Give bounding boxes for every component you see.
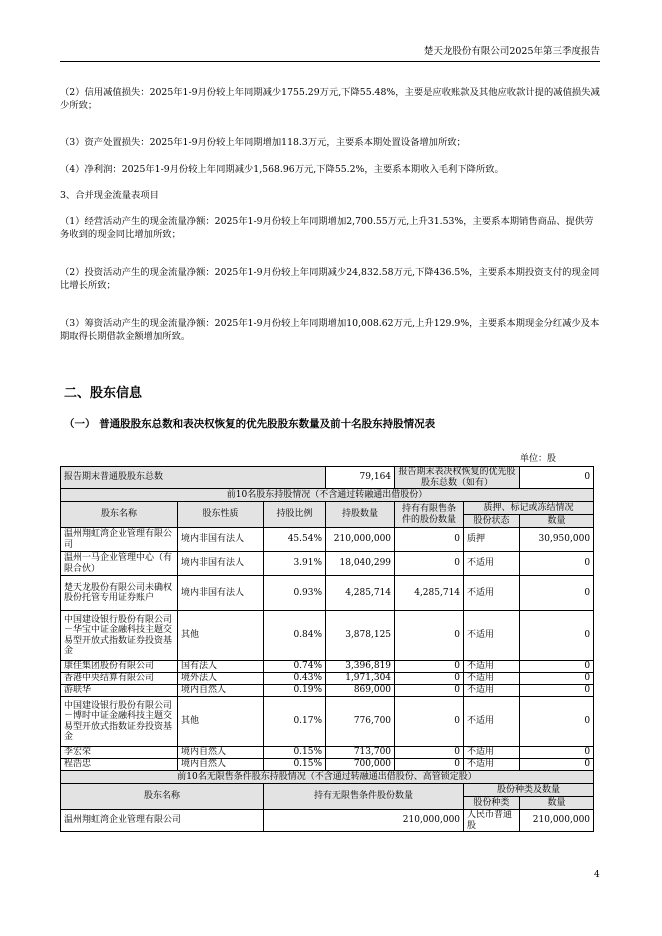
- col-unrestricted-name: 股东名称: [61, 784, 264, 810]
- unrestricted-share-type: 人民币普通股: [464, 810, 520, 832]
- col-pledge-group: 质押、标记或冻结情况: [464, 502, 594, 515]
- col-unrestricted-quantity: 持有无限售条件股份数量: [264, 784, 464, 810]
- holder-quantity: 210,000,000: [326, 528, 395, 552]
- col-restricted-shares: 持有有限售条件的股份数量: [395, 502, 464, 528]
- column-header-row: [61, 502, 594, 515]
- paragraph-cashflow-heading: 3、合并现金流量表项目: [60, 190, 159, 201]
- holder-status: 不适用: [464, 552, 520, 576]
- holder-quantity: 3,396,819: [326, 661, 395, 673]
- holder-quantity: 776,700: [326, 697, 395, 747]
- col-pledge-quantity: 数量: [520, 515, 594, 528]
- holder-status: 不适用: [464, 685, 520, 697]
- table-row: [61, 697, 594, 747]
- holder-pledged: 0: [520, 673, 594, 685]
- holder-quantity: 700,000: [326, 759, 395, 771]
- holder-nature: 境内自然人: [178, 747, 264, 759]
- holder-name: 康佳集团股份有限公司: [61, 661, 178, 673]
- table-row: [61, 685, 594, 697]
- unrestricted-header-row: [61, 784, 594, 797]
- unrestricted-holder-name: 温州翔虹湾企业管理有限公司: [61, 810, 264, 832]
- section-title: 二、股东信息: [64, 386, 143, 401]
- col-share-type-group: 股份种类及数量: [464, 784, 594, 797]
- holder-restricted: 0: [395, 661, 464, 673]
- holder-name: 温州翔虹湾企业管理有限公司: [61, 528, 178, 552]
- col-holding-ratio: 持股比例: [264, 502, 326, 528]
- holder-restricted: 0: [395, 528, 464, 552]
- holder-name: 游联华: [61, 685, 178, 697]
- holder-status: 不适用: [464, 576, 520, 611]
- unrestricted-title: 前10名无限售条件股东持股情况（不含通过转融通出借股份、高管锁定股）: [61, 771, 594, 784]
- paragraph-financing-cashflow: （3）筹资活动产生的现金流量净额：2025年1-9月份较上年同期增加10,008.62万元,上升129.9%，主要系本期现金分红减少及本期取得长期借款金额增加所致。: [60, 318, 600, 342]
- holder-nature: 其他: [178, 611, 264, 661]
- holder-quantity: 869,000: [326, 685, 395, 697]
- page-number: 4: [594, 870, 600, 880]
- holder-restricted: 4,285,714: [395, 576, 464, 611]
- holder-nature: 境内非国有法人: [178, 528, 264, 552]
- holder-name: 楚天龙股份有限公司未确权股份托管专用证券账户: [61, 576, 178, 611]
- table-row: [61, 747, 594, 759]
- holder-nature: 境内自然人: [178, 685, 264, 697]
- summary-row: [61, 467, 594, 489]
- holder-nature: 国有法人: [178, 661, 264, 673]
- holder-pledged: 0: [520, 759, 594, 771]
- holder-status: 不适用: [464, 661, 520, 673]
- holder-pledged: 0: [520, 611, 594, 661]
- holder-pledged: 0: [520, 697, 594, 747]
- table-row: [61, 552, 594, 576]
- holder-restricted: 0: [395, 759, 464, 771]
- unrestricted-holder-quantity: 210,000,000: [264, 810, 464, 832]
- holder-restricted: 0: [395, 685, 464, 697]
- holder-name: 香港中央结算有限公司: [61, 673, 178, 685]
- holder-quantity: 1,971,304: [326, 673, 395, 685]
- holder-ratio: 45.54%: [264, 528, 326, 552]
- paragraph-operating-cashflow: （1）经营活动产生的现金流量净额：2025年1-9月份较上年同期增加2,700.55万元,上升31.53%，主要系本期销售商品、提供劳务收到的现金同比增加所致；: [60, 216, 594, 240]
- holder-name: 李宏荣: [61, 747, 178, 759]
- preferred-holders-label: 报告期末表决权恢复的优先股股东总数（如有）: [395, 467, 520, 489]
- table-row: [61, 528, 594, 552]
- table-row: [61, 759, 594, 771]
- holder-restricted: 0: [395, 611, 464, 661]
- holder-restricted: 0: [395, 552, 464, 576]
- col-holding-quantity: 持股数量: [326, 502, 395, 528]
- unrestricted-title-row: [61, 771, 594, 784]
- holder-ratio: 0.15%: [264, 759, 326, 771]
- holder-nature: 境内自然人: [178, 759, 264, 771]
- holder-ratio: 3.91%: [264, 552, 326, 576]
- holder-pledged: 0: [520, 685, 594, 697]
- holder-nature: 境内非国有法人: [178, 552, 264, 576]
- page-header: [60, 45, 600, 62]
- unit-label: 单位：股: [520, 454, 557, 464]
- col-holder-name: 股东名称: [61, 502, 178, 528]
- holder-name: 温州一马企业管理中心（有限合伙）: [61, 552, 178, 576]
- holder-status: 不适用: [464, 759, 520, 771]
- col-share-amount: 数量: [520, 797, 594, 810]
- table-row: [61, 810, 594, 832]
- col-share-type: 股份种类: [464, 797, 520, 810]
- paragraph-asset-disposal: （3）资产处置损失：2025年1-9月份较上年同期增加118.3万元，主要系本期处置设备增加所致；: [60, 137, 466, 148]
- holder-status: 不适用: [464, 697, 520, 747]
- paragraph-investing-cashflow: （2）投资活动产生的现金流量净额：2025年1-9月份较上年同期减少24,832.58万元,下降436.5%，主要系本期投资支付的现金同比增长所致；: [60, 267, 600, 291]
- table-row: [61, 611, 594, 661]
- subsection-title: （一） 普通股股东总数和表决权恢复的优先股股东数量及前十名股东持股情况表: [64, 418, 436, 430]
- holder-status: 不适用: [464, 611, 520, 661]
- holder-ratio: 0.17%: [264, 697, 326, 747]
- table-row: [61, 673, 594, 685]
- holder-nature: 其他: [178, 697, 264, 747]
- holder-pledged: 0: [520, 552, 594, 576]
- holder-status: 不适用: [464, 747, 520, 759]
- holder-quantity: 713,700: [326, 747, 395, 759]
- holder-quantity: 4,285,714: [326, 576, 395, 611]
- holder-name: 中国建设银行股份有限公司－博时中证金融科技主题交易型开放式指数证券投资基金: [61, 697, 178, 747]
- top10-title-row: [61, 489, 594, 502]
- holder-pledged: 0: [520, 661, 594, 673]
- unrestricted-share-amount: 210,000,000: [520, 810, 594, 832]
- holder-ratio: 0.74%: [264, 661, 326, 673]
- holder-ratio: 0.15%: [264, 747, 326, 759]
- col-holder-nature: 股东性质: [178, 502, 264, 528]
- holder-status: 不适用: [464, 673, 520, 685]
- holder-pledged: 0: [520, 747, 594, 759]
- preferred-holders-value: 0: [520, 467, 594, 489]
- holder-quantity: 3,878,125: [326, 611, 395, 661]
- col-share-status: 股份状态: [464, 515, 520, 528]
- header-title: 楚天龙股份有限公司2025年第三季度报告: [423, 46, 600, 57]
- holder-restricted: 0: [395, 697, 464, 747]
- holder-pledged: 0: [520, 576, 594, 611]
- holder-ratio: 0.43%: [264, 673, 326, 685]
- shareholder-table: [60, 466, 594, 832]
- paragraph-credit-impairment: （2）信用减值损失：2025年1-9月份较上年同期减少1755.29万元,下降55.48%，主要是应收账款及其他应收款计提的减值损失减少所致；: [60, 87, 600, 111]
- holder-pledged: 30,950,000: [520, 528, 594, 552]
- holder-status: 质押: [464, 528, 520, 552]
- holder-restricted: 0: [395, 673, 464, 685]
- table-row: [61, 576, 594, 611]
- paragraph-net-profit: （4）净利润：2025年1-9月份较上年同期减少1,568.96万元,下降55.2%，主要系本期收入毛利下降所致。: [60, 164, 504, 175]
- holder-nature: 境外法人: [178, 673, 264, 685]
- holder-name: 中国建设银行股份有限公司－华宝中证金融科技主题交易型开放式指数证券投资基金: [61, 611, 178, 661]
- top10-title: 前10名股东持股情况（不含通过转融通出借股份）: [61, 489, 594, 502]
- total-holders-label: 报告期末普通股股东总数: [61, 467, 326, 489]
- holder-ratio: 0.93%: [264, 576, 326, 611]
- holder-ratio: 0.19%: [264, 685, 326, 697]
- holder-name: 程浩忠: [61, 759, 178, 771]
- holder-quantity: 18,040,299: [326, 552, 395, 576]
- holder-nature: 境内非国有法人: [178, 576, 264, 611]
- table-row: [61, 661, 594, 673]
- holder-restricted: 0: [395, 747, 464, 759]
- holder-ratio: 0.84%: [264, 611, 326, 661]
- total-holders-value: 79,164: [326, 467, 395, 489]
